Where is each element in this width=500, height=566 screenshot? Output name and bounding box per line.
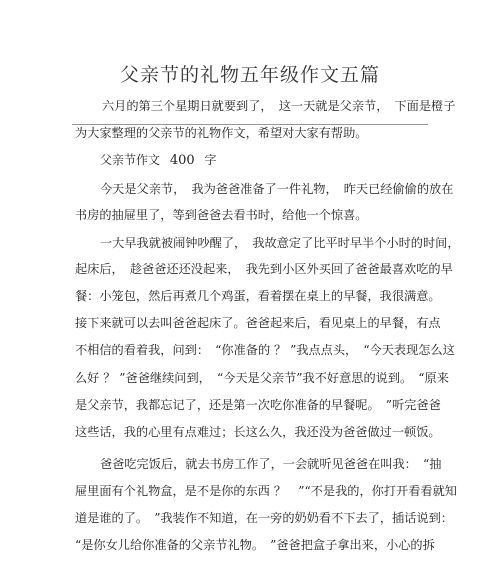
body-line: 爸爸吃完饭后，就去书房工作了，一会就听见爸爸在叫我： “抽 [100, 457, 442, 471]
body-line: 一大早我就被闹钟吵醒了， 我故意定了比平时早半个小时的时间， [100, 236, 460, 250]
intro-line-1: 六月的第三个星期日就要到了， 这一天就是父亲节， 下面是橙子 [102, 99, 456, 113]
body-line: 不相信的看着我，问到： “你准备的 ？ ”我点点头， “今天表现怎么这 [75, 343, 455, 357]
section-label-count: 400 [169, 153, 195, 168]
body-line: 么好 ？ ”爸爸继续问到， “今天是父亲节”我不好意思的说到。 “原来 [75, 371, 449, 385]
section-label-name: 父亲节作文 [100, 153, 161, 167]
intro-line-2: 为大家整理的父亲节的礼物作文，希望对大家有帮助。 [75, 126, 368, 140]
body-line: 书房的抽屉里了，等到爸爸去看书时，给他一个惊喜。 [75, 208, 368, 222]
section-label [100, 153, 217, 168]
body-line: 屉里面有个礼物盒，是不是你的东西 ？ ”“不是我的，你打开看看就知 [75, 484, 457, 498]
body-line: 这些话，我的心里有点难过；长这么久，我还没为爸爸做过一顿饭。 [75, 425, 441, 439]
section-label-unit: 字 [204, 153, 217, 167]
body-line: 道是谁的了。 ”我装作不知道，在一旁的奶奶看不下去了，插话说到： [75, 511, 453, 525]
intro-divider [72, 124, 428, 125]
body-line: 接下来就可以去叫爸爸起床了。爸爸起来后，看见桌上的早餐，有点 [75, 316, 441, 330]
document-title: 父亲节的礼物五年级作文五篇 [119, 64, 380, 86]
body-line: 是父亲节，我都忘记了，还是第一次吃你准备的早餐呢。 ”听完爸爸 [75, 398, 441, 412]
body-line: 今天是父亲节， 我为爸爸准备了一件礼物， 昨天已经偷偷的放在 [100, 182, 454, 196]
body-line: 起床后， 趁爸爸还还没起来， 我先到小区外买回了爸爸最喜欢吃的早 [75, 262, 453, 276]
body-line: 餐：小笼包，然后再煮几个鸡蛋，看着摆在桌上的早餐，我很满意。 [75, 289, 441, 303]
body-line: “是你女儿给你准备的父亲节礼物。 ”爸爸把盒子拿出来，小心的拆 [75, 538, 435, 552]
